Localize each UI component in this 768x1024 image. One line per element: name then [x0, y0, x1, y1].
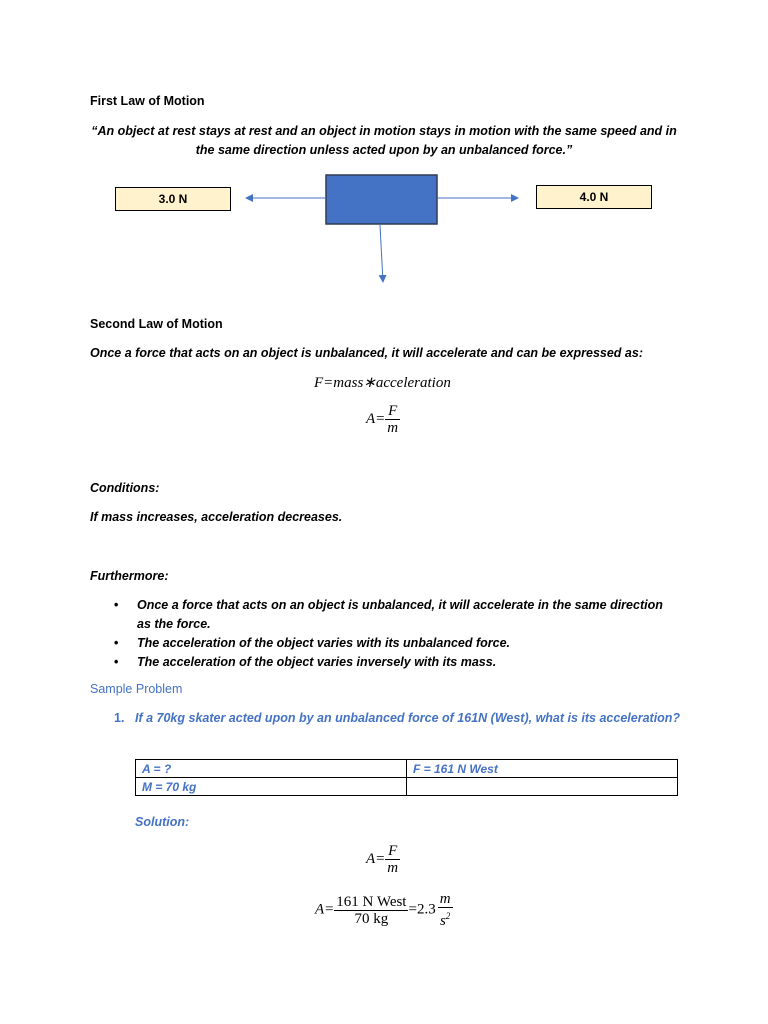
unit-numerator: m: [439, 891, 451, 907]
problem-text: If a 70kg skater acted upon by an unbalanced force of 161N (West), what is its acceleration?: [135, 711, 681, 725]
first-law-heading: First Law of Motion: [90, 94, 205, 108]
equation-acceleration: [366, 403, 400, 436]
object-block: [326, 175, 437, 224]
table-cell: [407, 778, 678, 796]
second-law-heading: Second Law of Motion: [90, 317, 223, 331]
list-item: • The acceleration of the object varies inversely with its mass.: [90, 653, 670, 672]
fraction-numerator: F: [385, 403, 400, 420]
fraction-denominator: 70 kg: [354, 910, 389, 927]
fraction: [334, 894, 408, 927]
unit-denominator: [438, 908, 453, 929]
left-force-box: 3.0 N: [115, 187, 231, 211]
table-row: [136, 760, 678, 778]
conditions-heading: Conditions:: [90, 481, 160, 495]
second-law-intro: Once a force that acts on an object is unbalanced, it will accelerate and can be expressed as:: [90, 346, 643, 360]
solution-equation-2: [315, 891, 453, 929]
furthermore-list: [90, 596, 670, 672]
list-item: • Once a force that acts on an object is unbalanced, it will accelerate in the same direction as the force.: [90, 596, 670, 634]
given-table: [135, 759, 678, 796]
table-cell: M = 70 kg: [136, 778, 407, 796]
equation-lhs: A=: [366, 411, 386, 427]
unit-base: s: [439, 913, 446, 929]
right-force-box: 4.0 N: [536, 185, 652, 209]
conditions-text: If mass increases, acceleration decreases.: [90, 510, 343, 524]
table-cell: F = 161 N West: [407, 760, 678, 778]
table-row: [136, 778, 678, 796]
fraction-numerator: F: [385, 843, 400, 860]
fraction-denominator: m: [387, 420, 399, 436]
fraction: [385, 843, 400, 876]
equation-lhs: A=: [366, 851, 386, 867]
result-value: =2.3: [408, 901, 436, 918]
furthermore-heading: Furthermore:: [90, 569, 169, 583]
solution-label: Solution:: [135, 815, 190, 829]
sample-problem-heading: Sample Problem: [90, 682, 183, 696]
down-force-arrow: [380, 225, 383, 282]
fraction: [385, 403, 400, 436]
fraction-numerator: 161 N West: [336, 893, 407, 910]
problem-number: 1.: [114, 711, 125, 725]
unit-fraction: [438, 891, 453, 929]
fraction-denominator: m: [387, 860, 399, 876]
first-law-quote: “An object at rest stays at rest and an object in motion stays in motion with the same speed and in the same direction unless acted upon by an unbalanced force.”: [91, 124, 677, 157]
solution-equation-1: [366, 843, 400, 876]
unit-exponent: 2: [445, 911, 451, 921]
force-diagram: [0, 0, 768, 300]
equation-lhs: A=: [315, 901, 335, 918]
table-cell: A = ?: [136, 760, 407, 778]
list-item: • The acceleration of the object varies with its unbalanced force.: [90, 634, 670, 653]
equation-force: F=mass∗acceleration: [314, 375, 451, 391]
